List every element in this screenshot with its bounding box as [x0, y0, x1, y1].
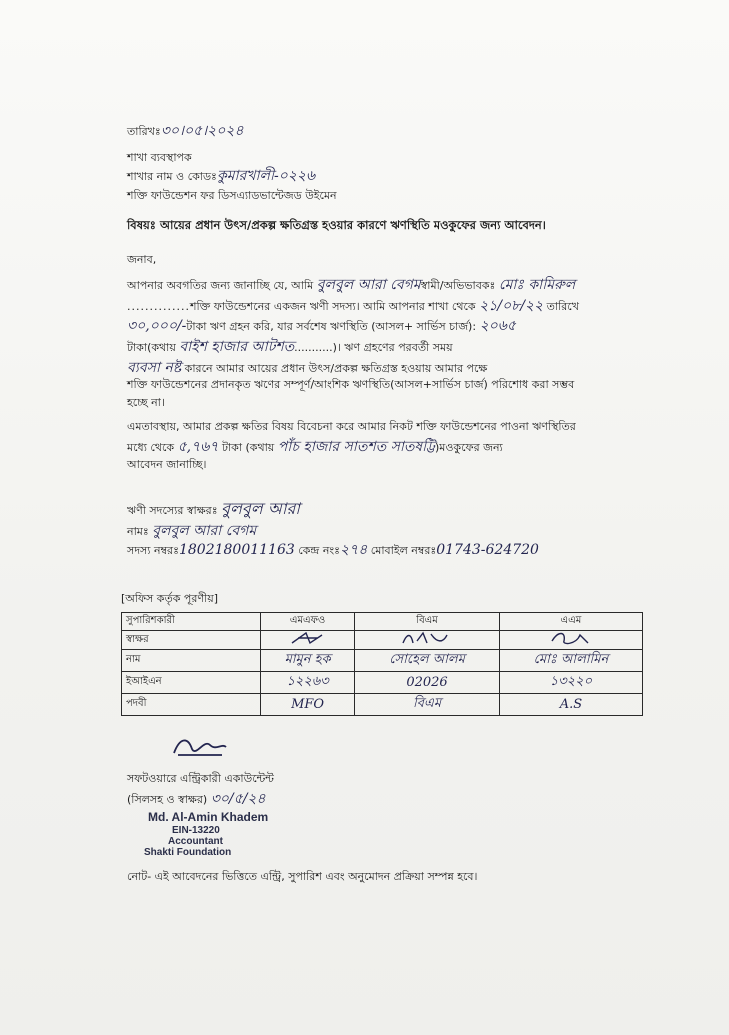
row-label: পদবী — [122, 694, 261, 716]
mobile-label: মোবাইল নম্বরঃ — [370, 544, 437, 557]
row-label: স্বাক্ষর — [122, 631, 261, 650]
para2-line3: আবেদন জানাচ্ছি। — [127, 458, 207, 471]
bm-signature — [355, 631, 500, 650]
mobile-value: 01743-624720 — [436, 542, 539, 558]
center-label: কেন্দ্র নংঃ — [298, 544, 340, 557]
table-cell: মামুন হক — [261, 650, 355, 672]
dots: .............. — [127, 300, 190, 313]
guardian-label: স্বামী/অভিভাবকঃ — [420, 279, 496, 292]
header-cell: বিএম — [355, 613, 500, 631]
member-name-line — [127, 524, 256, 539]
mfo-signature — [261, 631, 355, 650]
accountant-signature — [170, 733, 230, 759]
am-signature — [499, 631, 642, 650]
member-id-line — [127, 543, 539, 558]
table-cell: ১২২৬৩ — [261, 672, 355, 694]
para2-text: মধ্যে থেকে — [127, 441, 175, 454]
addressee: শাখা ব্যবস্থাপক — [127, 151, 192, 164]
member-id-label: সদস্য নম্বরঃ — [127, 544, 179, 557]
stamp-title: Accountant — [168, 836, 223, 847]
para1-line3 — [127, 319, 516, 334]
para1-line5 — [127, 361, 487, 376]
para2-text: )মওকুফের জন্য — [434, 441, 503, 454]
member-name-handwritten: বুলবুল আরা বেগম — [316, 277, 421, 293]
para1-line7: হচ্ছে না। — [127, 396, 165, 409]
loan-amount-handwritten: ৩০,০০০/- — [127, 318, 187, 334]
para1-text: কারনে আমার আয়ের প্রধান উৎস/প্রকল্প ক্ষতিগ্রস্ত হওয়ায় আমার পক্ষে — [184, 362, 488, 375]
branch-line — [127, 169, 315, 184]
para1-line4 — [127, 340, 453, 355]
salutation: জনাব, — [127, 253, 157, 266]
member-name-value: বুলবুল আরা বেগম — [152, 523, 257, 539]
member-signature: বুলবুল আরা — [221, 499, 300, 518]
para1-text: তারিখে — [546, 300, 579, 313]
table-cell: মোঃ আলামিন — [499, 650, 642, 672]
table-cell: সোহেল আলম — [355, 650, 500, 672]
waiver-words-handwritten: পাঁচ হাজার সাতশত সাতষট্টি — [277, 439, 435, 455]
accountant-seal-line — [127, 792, 266, 807]
date-line — [127, 124, 244, 139]
date-label: তারিখঃ — [127, 125, 161, 138]
para1-text: টাকা(কথায় — [127, 341, 176, 354]
para1-text: শক্তি ফাউন্ডেশনের একজন ঋণী সদস্য। আমি আপনার শাখা থেকে — [189, 300, 476, 313]
header-cell: সুপারিশকারী — [122, 613, 261, 631]
table-cell: 02026 — [355, 672, 500, 694]
subject-line: বিষয়ঃ আয়ের প্রধান উৎস/প্রকল্প ক্ষতিগ্রস্ত হওয়ার কারণে ঋণস্থিতি মওকুফের জন্য আবেদন। — [127, 218, 546, 232]
row-label: নাম — [122, 650, 261, 672]
para2-line1: এমতাবস্থায়, আমার প্রকল্প ক্ষতির বিষয় বিবেচনা করে আমার নিকট শক্তি ফাউন্ডেশনের পাওনা ঋণস্থিতির — [127, 420, 576, 433]
table-row — [122, 694, 643, 716]
balance-handwritten: ২০৬৫ — [479, 318, 516, 334]
table-cell: A.S — [499, 694, 642, 716]
table-row — [122, 650, 643, 672]
header-cell: এমএফও — [261, 613, 355, 631]
balance-words-handwritten: বাইশ হাজার আটশত — [179, 339, 295, 355]
para1-line6: শক্তি ফাউন্ডেশনের প্রদানকৃত ঋণের সম্পূর্ণ/আংশিক ঋণস্থিতি(আসল+সার্ভিস চার্জ) পরিশোধ করা সম্ভব — [127, 378, 575, 391]
reason-handwritten: ব্যবসা নষ্ট — [127, 360, 182, 376]
signature-label: ঋণী সদস্যের স্বাক্ষরঃ — [127, 504, 218, 517]
guardian-name-handwritten: মোঃ কামিরুল — [498, 277, 576, 293]
table-row — [122, 672, 643, 694]
para1-line1 — [127, 278, 575, 293]
date-value: ৩০।০৫।২০২৪ — [160, 123, 244, 139]
stamp-ein: EIN-13220 — [172, 825, 220, 836]
para2-line2 — [127, 440, 503, 455]
office-table — [121, 612, 643, 716]
organization: শক্তি ফাউন্ডেশন ফর ডিসএ্যাডভান্টেজড উইমেন — [127, 189, 337, 202]
loan-date-handwritten: ২১/০৮/২২ — [479, 298, 544, 314]
member-id-value: 1802180011163 — [178, 542, 295, 558]
table-cell: বিএম — [355, 694, 500, 716]
footer-note: নোট- এই আবেদনের ভিত্তিতে এন্ট্রি, সুপারিশ এবং অনুমোদন প্রক্রিয়া সম্পন্ন হবে। — [127, 870, 478, 883]
table-cell: MFO — [261, 694, 355, 716]
stamp-name: Md. Al-Amin Khadem — [148, 810, 269, 824]
para1-text: টাকা ঋণ গ্রহন করি, যার সর্বশেষ ঋণস্থিতি (আসল+ সার্ভিস চার্জ): — [186, 320, 477, 333]
center-value: ২৭৪ — [339, 542, 368, 558]
name-label: নামঃ — [127, 525, 149, 538]
seal-label: (সিলসহ ও স্বাক্ষর) — [127, 793, 208, 806]
table-row — [122, 631, 643, 650]
waiver-amount-handwritten: ৫,৭৬৭ — [177, 439, 219, 455]
office-caption: [অফিস কর্তৃক পূরণীয়] — [121, 592, 218, 605]
branch-label: শাখার নাম ও কোডঃ — [127, 170, 217, 183]
para1-text: ...........)। ঋণ গ্রহণের পরবর্তী সময় — [294, 341, 453, 354]
branch-value: কুমারখালী-০২২৬ — [216, 168, 316, 184]
accountant-date: ৩০/৫/২৪ — [210, 791, 266, 807]
para1-line2 — [127, 299, 579, 314]
para1-text: আপনার অবগতির জন্য জানাচ্ছি যে, আমি — [127, 279, 314, 292]
row-label: ইআইএন — [122, 672, 261, 694]
member-signature-line — [127, 499, 300, 518]
accountant-title: সফটওয়ারে এন্ট্রিকারী একাউন্টেন্ট — [127, 772, 274, 785]
header-cell: এএম — [499, 613, 642, 631]
para2-text: টাকা (কথায় — [221, 441, 275, 454]
table-cell: ১৩২২০ — [499, 672, 642, 694]
table-header-row — [122, 613, 643, 631]
stamp-org: Shakti Foundation — [144, 847, 232, 858]
